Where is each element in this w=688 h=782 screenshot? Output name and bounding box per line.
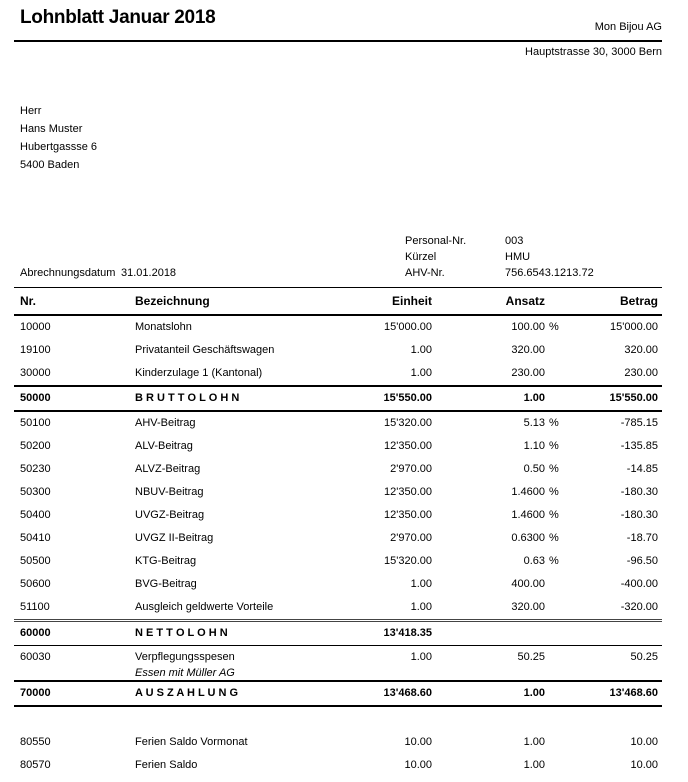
wage-type-label: AHV-Beitrag [135, 417, 196, 429]
cell-ansatz [432, 481, 562, 504]
recipient-city: 5400 Baden [20, 159, 80, 171]
column-header-nr: Nr. [20, 294, 37, 308]
table-row [14, 680, 662, 707]
cell-bezeichnung [135, 596, 322, 619]
cell-bezeichnung [135, 387, 322, 410]
percent-sign [545, 754, 562, 777]
ansatz-value: 1.00 [523, 687, 545, 699]
table-row [14, 435, 662, 458]
ansatz-value: 100.00 [511, 321, 545, 333]
percent-sign: % [549, 440, 559, 452]
table-row [14, 339, 662, 362]
cell-einheit: 2'970.00 [390, 532, 432, 544]
personal-nr-value: 003 [505, 235, 524, 247]
cell-einheit: 1.00 [410, 367, 432, 379]
table-row [14, 362, 662, 385]
personal-nr-row [405, 233, 594, 249]
kuerzel-row [405, 249, 594, 265]
percent-sign: % [549, 417, 559, 429]
ansatz-value: 320.00 [511, 601, 545, 613]
cell-einheit: 12'350.00 [384, 509, 432, 521]
cell-betrag: 320.00 [624, 344, 658, 356]
table-spacer [14, 707, 662, 731]
cell-einheit: 2'970.00 [390, 463, 432, 475]
table-row [14, 731, 662, 754]
cell-nr: 80550 [20, 736, 51, 748]
cell-ansatz [432, 527, 562, 550]
wage-type-label: NBUV-Beitrag [135, 486, 204, 498]
cell-nr: 80570 [20, 759, 51, 771]
wage-type-label: KTG-Beitrag [135, 555, 197, 567]
personal-nr-label: Personal-Nr. [405, 235, 467, 247]
cell-ansatz [432, 339, 562, 362]
cell-betrag: -135.85 [620, 440, 658, 452]
table-row [14, 550, 662, 573]
cell-ansatz [432, 362, 562, 385]
wage-type-label: BVG-Beitrag [135, 578, 197, 590]
column-header-ansatz-label: Ansatz [505, 294, 545, 308]
wage-type-label: N E T T O L O H N [135, 627, 228, 639]
cell-betrag: -96.50 [626, 555, 658, 567]
ansatz-value: 230.00 [511, 367, 545, 379]
cell-betrag: -785.15 [620, 417, 658, 429]
recipient-street: Hubertgassse 6 [20, 141, 98, 153]
cell-bezeichnung [135, 682, 322, 705]
cell-betrag: -320.00 [620, 601, 658, 613]
column-header-betrag: Betrag [619, 294, 658, 308]
cell-bezeichnung [135, 339, 322, 362]
ansatz-value: 1.10 [523, 440, 545, 452]
ansatz-value: 1.00 [523, 736, 545, 748]
cell-ansatz [432, 573, 562, 596]
cell-einheit: 1.00 [410, 578, 432, 590]
cell-einheit: 10.00 [404, 736, 432, 748]
recipient-name: Hans Muster [20, 123, 83, 135]
cell-einheit: 15'000.00 [384, 321, 432, 333]
table-row [14, 412, 662, 435]
cell-bezeichnung [135, 731, 322, 754]
cell-betrag: -14.85 [626, 463, 658, 475]
table-row [14, 619, 662, 646]
cell-einheit: 10.00 [404, 759, 432, 771]
wage-type-label: UVGZ-Beitrag [135, 509, 205, 521]
cell-nr: 10000 [20, 321, 51, 333]
ansatz-value: 1.4600 [511, 509, 545, 521]
cell-nr: 50230 [20, 463, 51, 475]
cell-betrag: 15'550.00 [609, 392, 658, 404]
kuerzel-value: HMU [505, 251, 531, 263]
ansatz-value: 0.6300 [511, 532, 545, 544]
percent-sign [545, 339, 562, 362]
cell-nr: 30000 [20, 367, 51, 379]
cell-einheit: 12'350.00 [384, 440, 432, 452]
column-header-ansatz [432, 288, 562, 314]
cell-einheit: 15'550.00 [383, 392, 432, 404]
ansatz-value: 1.4600 [511, 486, 545, 498]
cell-ansatz [432, 412, 562, 435]
cell-nr: 60030 [20, 651, 51, 663]
recipient-address-block [20, 102, 97, 174]
cell-nr: 50400 [20, 509, 51, 521]
table-row [14, 527, 662, 550]
cell-betrag: 13'468.60 [609, 687, 658, 699]
cell-einheit: 13'468.60 [383, 687, 432, 699]
table-row [14, 596, 662, 619]
ahv-nr-label: AHV-Nr. [405, 267, 445, 279]
cell-ansatz [432, 682, 562, 705]
cell-betrag: -180.30 [620, 509, 658, 521]
wage-type-label: Privatanteil Geschäftswagen [135, 344, 275, 356]
percent-sign [545, 646, 562, 669]
cell-ansatz [432, 504, 562, 527]
percent-sign: % [549, 532, 559, 544]
table-row [14, 385, 662, 412]
cell-nr: 50500 [20, 555, 51, 567]
cell-ansatz [432, 754, 562, 777]
wage-type-label: ALVZ-Beitrag [135, 463, 201, 475]
wage-type-label: B R U T T O L O H N [135, 392, 240, 404]
cell-bezeichnung [135, 754, 322, 777]
cell-betrag: 15'000.00 [610, 321, 658, 333]
cell-betrag: -18.70 [626, 532, 658, 544]
table-row [14, 481, 662, 504]
cell-bezeichnung [135, 622, 322, 645]
percent-sign: % [549, 555, 559, 567]
cell-nr: 60000 [20, 627, 51, 639]
cell-betrag: 230.00 [624, 367, 658, 379]
payroll-table [14, 287, 662, 777]
cell-ansatz [432, 387, 562, 410]
ansatz-value: 320.00 [511, 344, 545, 356]
cell-nr: 50410 [20, 532, 51, 544]
cell-bezeichnung [135, 316, 322, 339]
table-row [14, 646, 662, 680]
cell-bezeichnung [135, 458, 322, 481]
percent-sign [545, 387, 562, 410]
cell-bezeichnung [135, 362, 322, 385]
settlement-date-label: Abrechnungsdatum [20, 267, 116, 279]
percent-sign: % [549, 509, 559, 521]
cell-einheit: 1.00 [410, 601, 432, 613]
cell-bezeichnung [135, 646, 322, 680]
cell-bezeichnung [135, 527, 322, 550]
ansatz-value: 50.25 [517, 651, 545, 663]
percent-sign [545, 596, 562, 619]
ansatz-value: 400.00 [511, 578, 545, 590]
cell-ansatz [432, 596, 562, 619]
cell-nr: 19100 [20, 344, 51, 356]
cell-ansatz [432, 550, 562, 573]
cell-ansatz [432, 731, 562, 754]
cell-einheit: 1.00 [410, 651, 432, 663]
table-row [14, 316, 662, 339]
cell-ansatz [432, 435, 562, 458]
percent-sign [545, 731, 562, 754]
cell-bezeichnung [135, 435, 322, 458]
table-header-row [14, 287, 662, 316]
cell-einheit: 1.00 [410, 344, 432, 356]
cell-ansatz [432, 646, 562, 669]
ansatz-suffix-spacer [545, 288, 562, 314]
ansatz-value: 0.63 [523, 555, 545, 567]
percent-sign [545, 573, 562, 596]
ansatz-value: 5.13 [523, 417, 545, 429]
percent-sign [545, 682, 562, 705]
cell-einheit: 15'320.00 [384, 555, 432, 567]
column-header-bezeichnung: Bezeichnung [135, 294, 210, 308]
ahv-nr-value: 756.6543.1213.72 [505, 267, 594, 279]
employee-meta-block [405, 233, 594, 281]
ansatz-value: 1.00 [523, 759, 545, 771]
page-title: Lohnblatt Januar 2018 [20, 7, 216, 28]
cell-nr: 50300 [20, 486, 51, 498]
settlement-date-value: 31.01.2018 [121, 267, 177, 279]
kuerzel-label: Kürzel [405, 251, 437, 263]
cell-einheit: 15'320.00 [384, 417, 432, 429]
recipient-salutation: Herr [20, 105, 42, 117]
wage-type-label: Kinderzulage 1 (Kantonal) [135, 367, 263, 379]
table-row [14, 573, 662, 596]
cell-nr: 50000 [20, 392, 51, 404]
cell-ansatz [432, 316, 562, 339]
wage-type-label: Ferien Saldo Vormonat [135, 736, 248, 748]
wage-type-note: Essen mit Müller AG [135, 667, 235, 679]
cell-betrag: -180.30 [620, 486, 658, 498]
column-header-einheit: Einheit [391, 294, 432, 308]
cell-betrag: 50.25 [630, 651, 658, 663]
cell-nr: 50200 [20, 440, 51, 452]
cell-nr: 50100 [20, 417, 51, 429]
wage-type-label: UVGZ II-Beitrag [135, 532, 214, 544]
percent-sign: % [549, 486, 559, 498]
cell-nr: 70000 [20, 687, 51, 699]
cell-bezeichnung [135, 504, 322, 527]
cell-einheit: 12'350.00 [384, 486, 432, 498]
cell-einheit: 13'418.35 [383, 627, 432, 639]
cell-betrag: 10.00 [630, 736, 658, 748]
table-row [14, 754, 662, 777]
wage-type-label: ALV-Beitrag [135, 440, 193, 452]
percent-sign: % [549, 463, 559, 475]
table-row [14, 504, 662, 527]
wage-type-label: Verpflegungsspesen [135, 651, 235, 663]
wage-type-label: Ausgleich geldwerte Vorteile [135, 601, 274, 613]
table-body [14, 316, 662, 777]
ansatz-value: 0.50 [523, 463, 545, 475]
cell-ansatz [432, 458, 562, 481]
cell-betrag: -400.00 [620, 578, 658, 590]
ansatz-value: 1.00 [523, 392, 545, 404]
ahv-nr-row [405, 265, 594, 281]
settlement-date-row [20, 265, 176, 281]
percent-sign [545, 362, 562, 385]
company-name: Mon Bijou AG [594, 21, 662, 33]
cell-nr: 51100 [20, 601, 50, 613]
cell-bezeichnung [135, 481, 322, 504]
percent-sign: % [549, 321, 559, 333]
header-divider [14, 40, 662, 42]
cell-nr: 50600 [20, 578, 51, 590]
wage-type-label: A U S Z A H L U N G [135, 687, 239, 699]
cell-bezeichnung [135, 412, 322, 435]
cell-bezeichnung [135, 573, 322, 596]
company-address: Hauptstrasse 30, 3000 Bern [525, 46, 662, 58]
wage-type-label: Monatslohn [135, 321, 192, 333]
wage-type-label: Ferien Saldo [135, 759, 198, 771]
table-row [14, 458, 662, 481]
cell-betrag: 10.00 [630, 759, 658, 771]
cell-bezeichnung [135, 550, 322, 573]
